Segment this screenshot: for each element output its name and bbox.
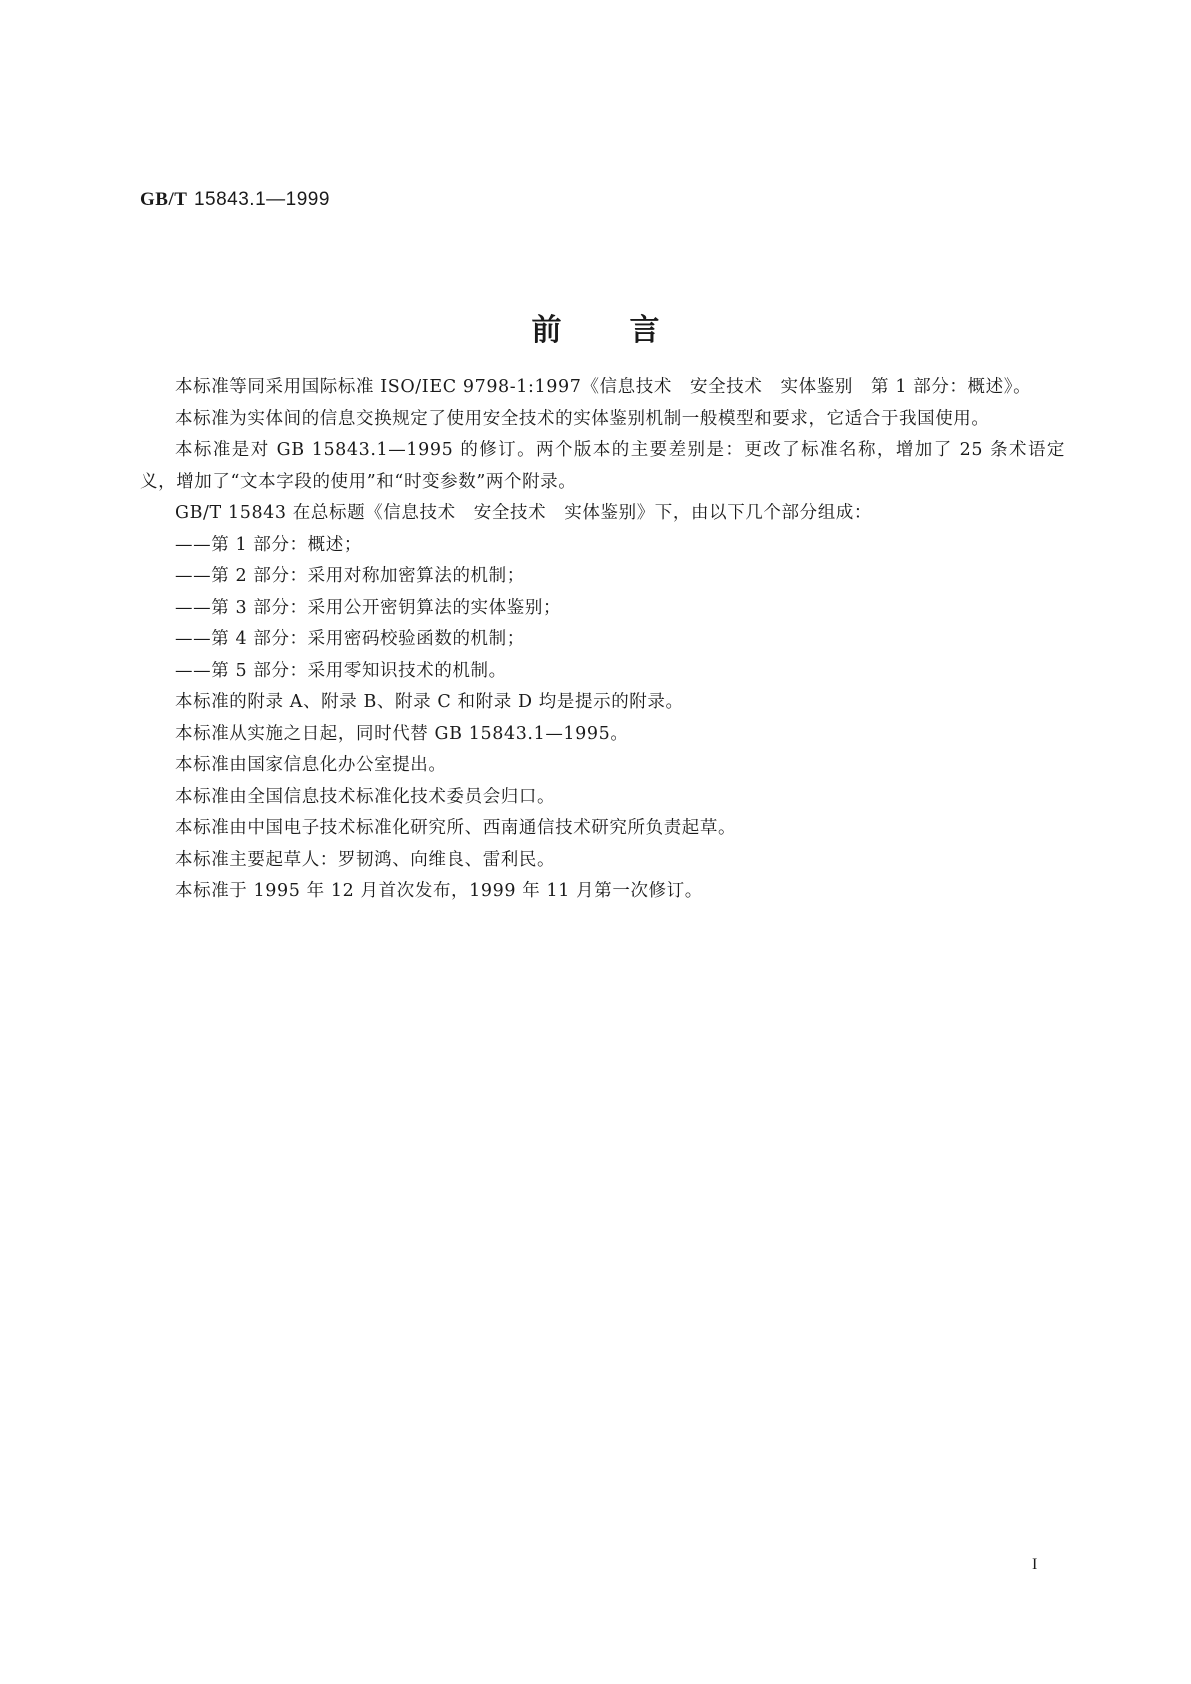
paragraph-parts-intro: GB/T 15843 在总标题《信息技术 安全技术 实体鉴别》下，由以下几个部分组成：: [175, 503, 873, 523]
page-number: I: [1032, 1556, 1038, 1573]
paragraph-adoption: 本标准等同采用国际标准 ISO/IEC 9798-1:1997《信息技术 安全技术 实体鉴别 第 1 部分：概述》。: [175, 377, 1032, 397]
paragraph-proposed-by: 本标准由国家信息化办公室提出。: [175, 755, 447, 775]
list-item-part-1: ——第 1 部分：概述；: [175, 534, 362, 555]
standard-code-prefix: GB/T: [140, 189, 188, 210]
foreword-body: [140, 372, 1065, 908]
paragraph-revision: 本标准是对 GB 15843.1—1995 的修订。两个版本的主要差别是：更改了标准名称，增加了 25 条术语定义，增加了“文本字段的使用”和“时变参数”两个附录。: [140, 440, 1065, 492]
paragraph-managed-by: 本标准由全国信息技术标准化技术委员会归口。: [175, 786, 556, 807]
paragraph-replaces: 本标准从实施之日起，同时代替 GB 15843.1—1995。: [175, 723, 629, 744]
paragraph-drafted-by: 本标准由中国电子技术标准化研究所、西南通信技术研究所负责起草。: [175, 818, 737, 838]
list-item-part-5: ——第 5 部分：采用零知识技术的机制。: [175, 660, 507, 681]
page-title: 前言: [531, 313, 728, 348]
paragraph-scope: 本标准为实体间的信息交换规定了使用安全技术的实体鉴别机制一般模型和要求，它适合于我国使用。: [175, 408, 990, 429]
paragraph-appendices: 本标准的附录 A、附录 B、附录 C 和附录 D 均是提示的附录。: [175, 692, 684, 712]
list-item-part-3: ——第 3 部分：采用公开密钥算法的实体鉴别；: [175, 597, 562, 618]
standard-code-number: 15843.1—1999: [193, 189, 330, 210]
list-item-part-2: ——第 2 部分：采用对称加密算法的机制；: [175, 566, 525, 586]
list-item-part-4: ——第 4 部分：采用密码校验函数的机制；: [175, 629, 525, 649]
standard-code: [140, 188, 330, 211]
paragraph-history: 本标准于 1995 年 12 月首次发布，1999 年 11 月第一次修订。: [175, 881, 703, 901]
paragraph-drafters: 本标准主要起草人：罗韧鸿、向维良、雷利民。: [175, 849, 556, 870]
